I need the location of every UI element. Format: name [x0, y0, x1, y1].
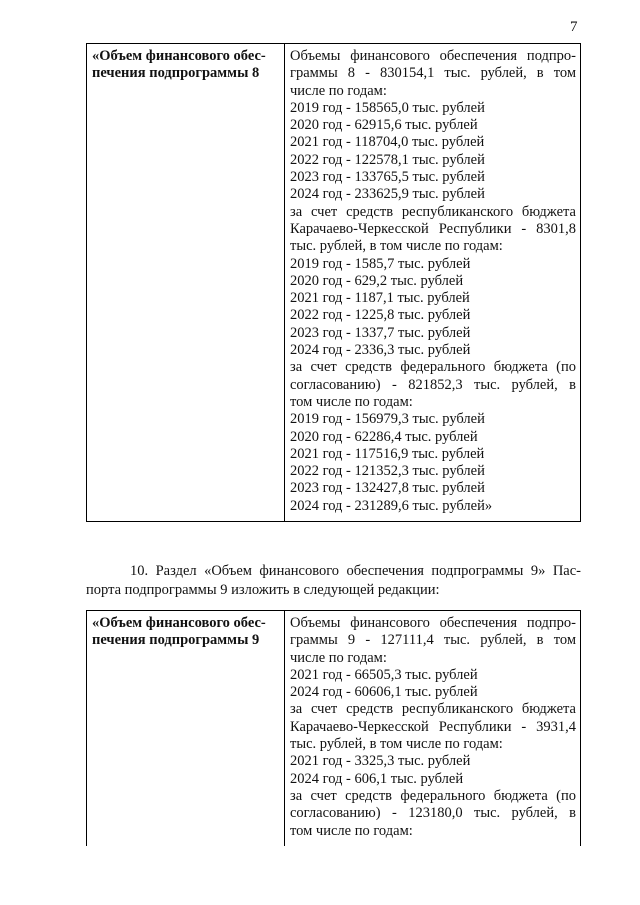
financing-table-subprogram-9 [86, 610, 581, 846]
label-cell [87, 44, 285, 522]
text-line: Карачаево-Черкесской Республики - 3931,4 [290, 718, 576, 735]
text-line: том числе по годам: [290, 393, 413, 410]
text-line: согласованию) - 821852,3 тыс. рублей, в [290, 376, 576, 393]
value-cell [285, 611, 581, 846]
text-line: за счет средств республиканского бюджета [290, 203, 576, 220]
text-line: Карачаево-Черкесской Республики - 8301,8 [290, 220, 576, 237]
page-number: 7 [570, 19, 578, 35]
text-line: 2022 год - 1225,8 тыс. рублей [290, 307, 471, 324]
text-line: 2019 год - 156979,3 тыс. рублей [290, 411, 485, 428]
text-line: 2019 год - 158565,0 тыс. рублей [290, 99, 485, 116]
financing-table-subprogram-8 [86, 43, 581, 522]
paragraph-line: 10. Раздел «Объем финансового обеспечения подпрограммы 9» Пас- [130, 563, 581, 579]
text-line: 2023 год - 132427,8 тыс. рублей [290, 480, 485, 497]
text-line: за счет средств федерального бюджета (по [290, 359, 576, 376]
text-line: «Объем финансового обес- [92, 615, 266, 631]
text-line: 2024 год - 231289,6 тыс. рублей» [290, 497, 493, 514]
text-line: печения подпрограммы 8 [92, 65, 260, 82]
text-line: 2021 год - 3325,3 тыс. рублей [290, 753, 471, 770]
text-line: за счет средств республиканского бюджета [290, 701, 576, 718]
table-row [87, 611, 581, 846]
text-line: печения подпрограммы 9 [92, 632, 260, 649]
label-cell [87, 611, 285, 846]
text-line: 2020 год - 629,2 тыс. рублей [290, 272, 464, 289]
text-line: тыс. рублей, в том числе по годам: [290, 736, 503, 753]
table-row [87, 44, 581, 522]
text-line: 2021 год - 117516,9 тыс. рублей [290, 445, 485, 462]
text-line: 2024 год - 2336,3 тыс. рублей [290, 342, 471, 359]
text-line: 2021 год - 1187,1 тыс. рублей [290, 290, 470, 307]
text-line: 2019 год - 1585,7 тыс. рублей [290, 255, 471, 272]
text-line: 2022 год - 122578,1 тыс. рублей [290, 151, 485, 168]
text-line: числе по годам: [290, 82, 387, 99]
text-line: 2021 год - 66505,3 тыс. рублей [290, 666, 478, 683]
text-line: Объемы финансового обеспечения подпро- [290, 48, 576, 64]
instruction-paragraph [86, 562, 581, 600]
text-line: 2024 год - 606,1 тыс. рублей [290, 770, 464, 787]
text-line: том числе по годам: [290, 822, 413, 839]
text-line: числе по годам: [290, 649, 387, 666]
text-line: 2023 год - 133765,5 тыс. рублей [290, 169, 485, 186]
text-line: «Объем финансового обес- [92, 48, 266, 64]
text-line: 2022 год - 121352,3 тыс. рублей [290, 463, 485, 480]
text-line: 2024 год - 60606,1 тыс. рублей [290, 684, 478, 701]
text-line: 2023 год - 1337,7 тыс. рублей [290, 324, 471, 341]
text-line: граммы 8 - 830154,1 тыс. рублей, в том [290, 65, 576, 82]
text-line: 2024 год - 233625,9 тыс. рублей [290, 186, 485, 203]
paragraph-line: порта подпрограммы 9 изложить в следующей редакции: [86, 582, 440, 598]
value-cell [285, 44, 581, 522]
text-line: за счет средств федерального бюджета (по [290, 787, 576, 804]
text-line: 2020 год - 62286,4 тыс. рублей [290, 428, 478, 445]
text-line: Объемы финансового обеспечения подпро- [290, 615, 576, 631]
text-line: тыс. рублей, в том числе по годам: [290, 238, 503, 255]
text-line: 2021 год - 118704,0 тыс. рублей [290, 134, 485, 151]
text-line: согласованию) - 123180,0 тыс. рублей, в [290, 805, 576, 822]
text-line: граммы 9 - 127111,4 тыс. рублей, в том [290, 632, 576, 649]
text-line: 2020 год - 62915,6 тыс. рублей [290, 117, 478, 134]
